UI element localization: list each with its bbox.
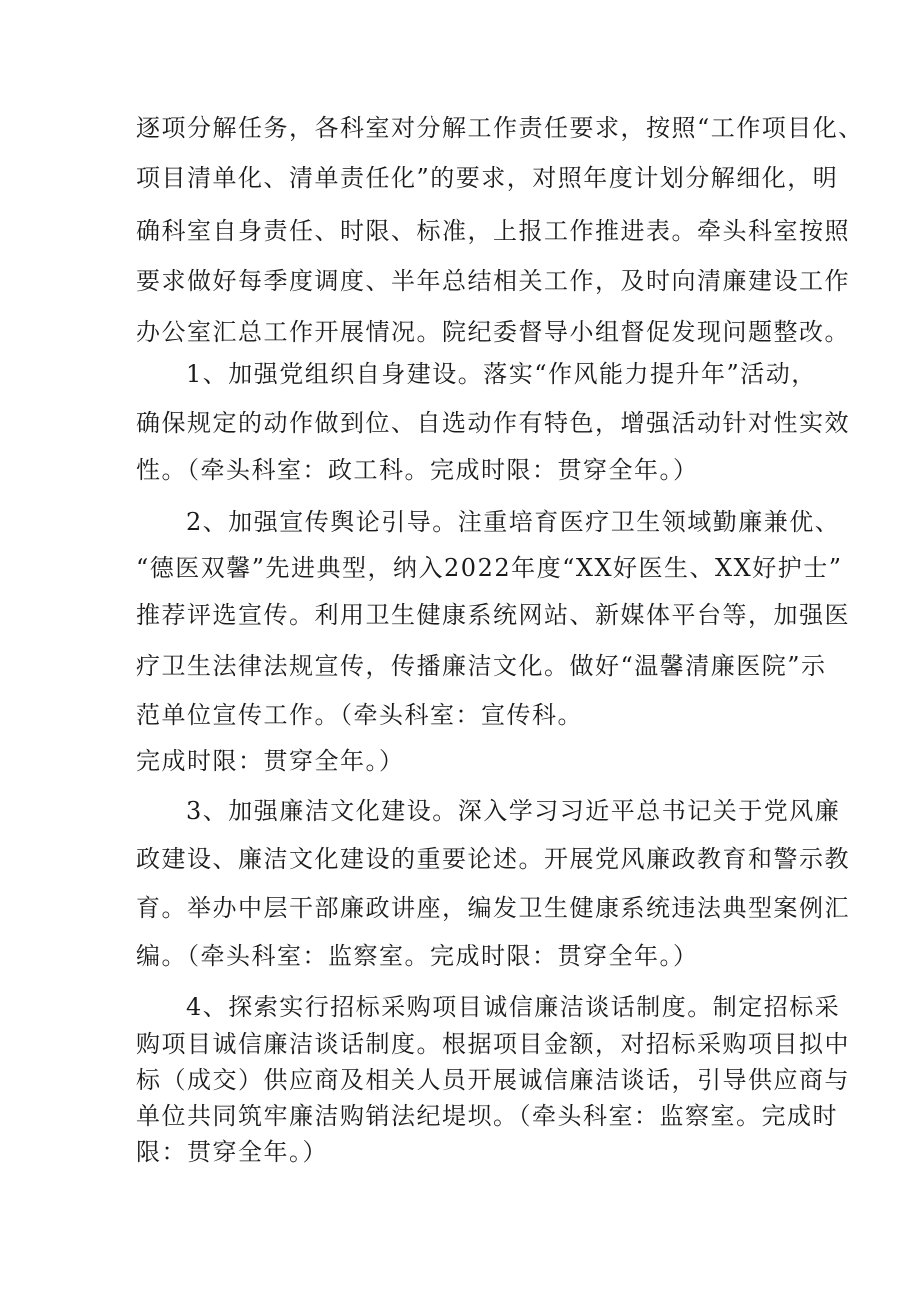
text-line: 育。举办中层干部廉政讲座，编发卫生健康系统违法典型案例汇 — [136, 894, 850, 922]
text-line: “德医双馨”先进典型，纳入2022年度“XX好医生、XX好护士” — [136, 554, 843, 582]
text-line: 确保规定的动作做到位、自选动作有特色，增强活动针对性实效 — [136, 409, 850, 437]
text-line: 确科室自身责任、时限、标准，上报工作推进表。牵头科室按照 — [136, 217, 850, 245]
text-line: 完成时限：贯穿全年。） — [136, 747, 405, 775]
text-line: 疗卫生法律法规宣传，传播廉洁文化。做好“温馨清廉医院”示 — [136, 652, 827, 680]
text-line: 要求做好每季度调度、半年总结相关工作，及时向清廉建设工作 — [136, 267, 850, 295]
text-line: 1、加强党组织自身建设。落实“作风能力提升年”活动， — [186, 360, 817, 388]
text-line: 政建设、廉洁文化建设的重要论述。开展党风廉政教育和警示教 — [136, 845, 850, 873]
text-line: 购项目诚信廉洁谈话制度。根据项目金额，对招标采购项目拟中 — [136, 1030, 850, 1058]
text-line: 逐项分解任务，各科室对分解工作责任要求，按照“工作项目化、 — [136, 114, 864, 142]
text-line: 性。（牵头科室：政工科。完成时限：贯穿全年。） — [136, 456, 699, 484]
text-line: 标（成交）供应商及相关人员开展诚信廉洁谈话，引导供应商与 — [136, 1066, 850, 1094]
text-line: 限：贯穿全年。） — [136, 1138, 328, 1166]
text-line: 项目清单化、清单责任化”的要求，对照年度计划分解细化，明 — [136, 164, 839, 192]
text-line: 编。（牵头科室：监察室。完成时限：贯穿全年。） — [136, 942, 699, 970]
text-line: 办公室汇总工作开展情况。院纪委督导小组督促发现问题整改。 — [136, 318, 850, 346]
text-line: 单位共同筑牢廉洁购销法纪堤坝。（牵头科室：监察室。完成时 — [136, 1102, 838, 1130]
text-line: 2、加强宣传舆论引导。注重培育医疗卫生领域勤廉兼优、 — [186, 508, 841, 536]
text-line: 4、探索实行招标采购项目诚信廉洁谈话制度。制定招标采 — [186, 993, 841, 1021]
text-line: 范单位宣传工作。（牵头科室：宣传科。 — [136, 701, 583, 729]
text-line: 推荐评选宣传。利用卫生健康系统网站、新媒体平台等，加强医 — [136, 601, 850, 629]
text-line: 3、加强廉洁文化建设。深入学习习近平总书记关于党风廉 — [186, 797, 841, 825]
